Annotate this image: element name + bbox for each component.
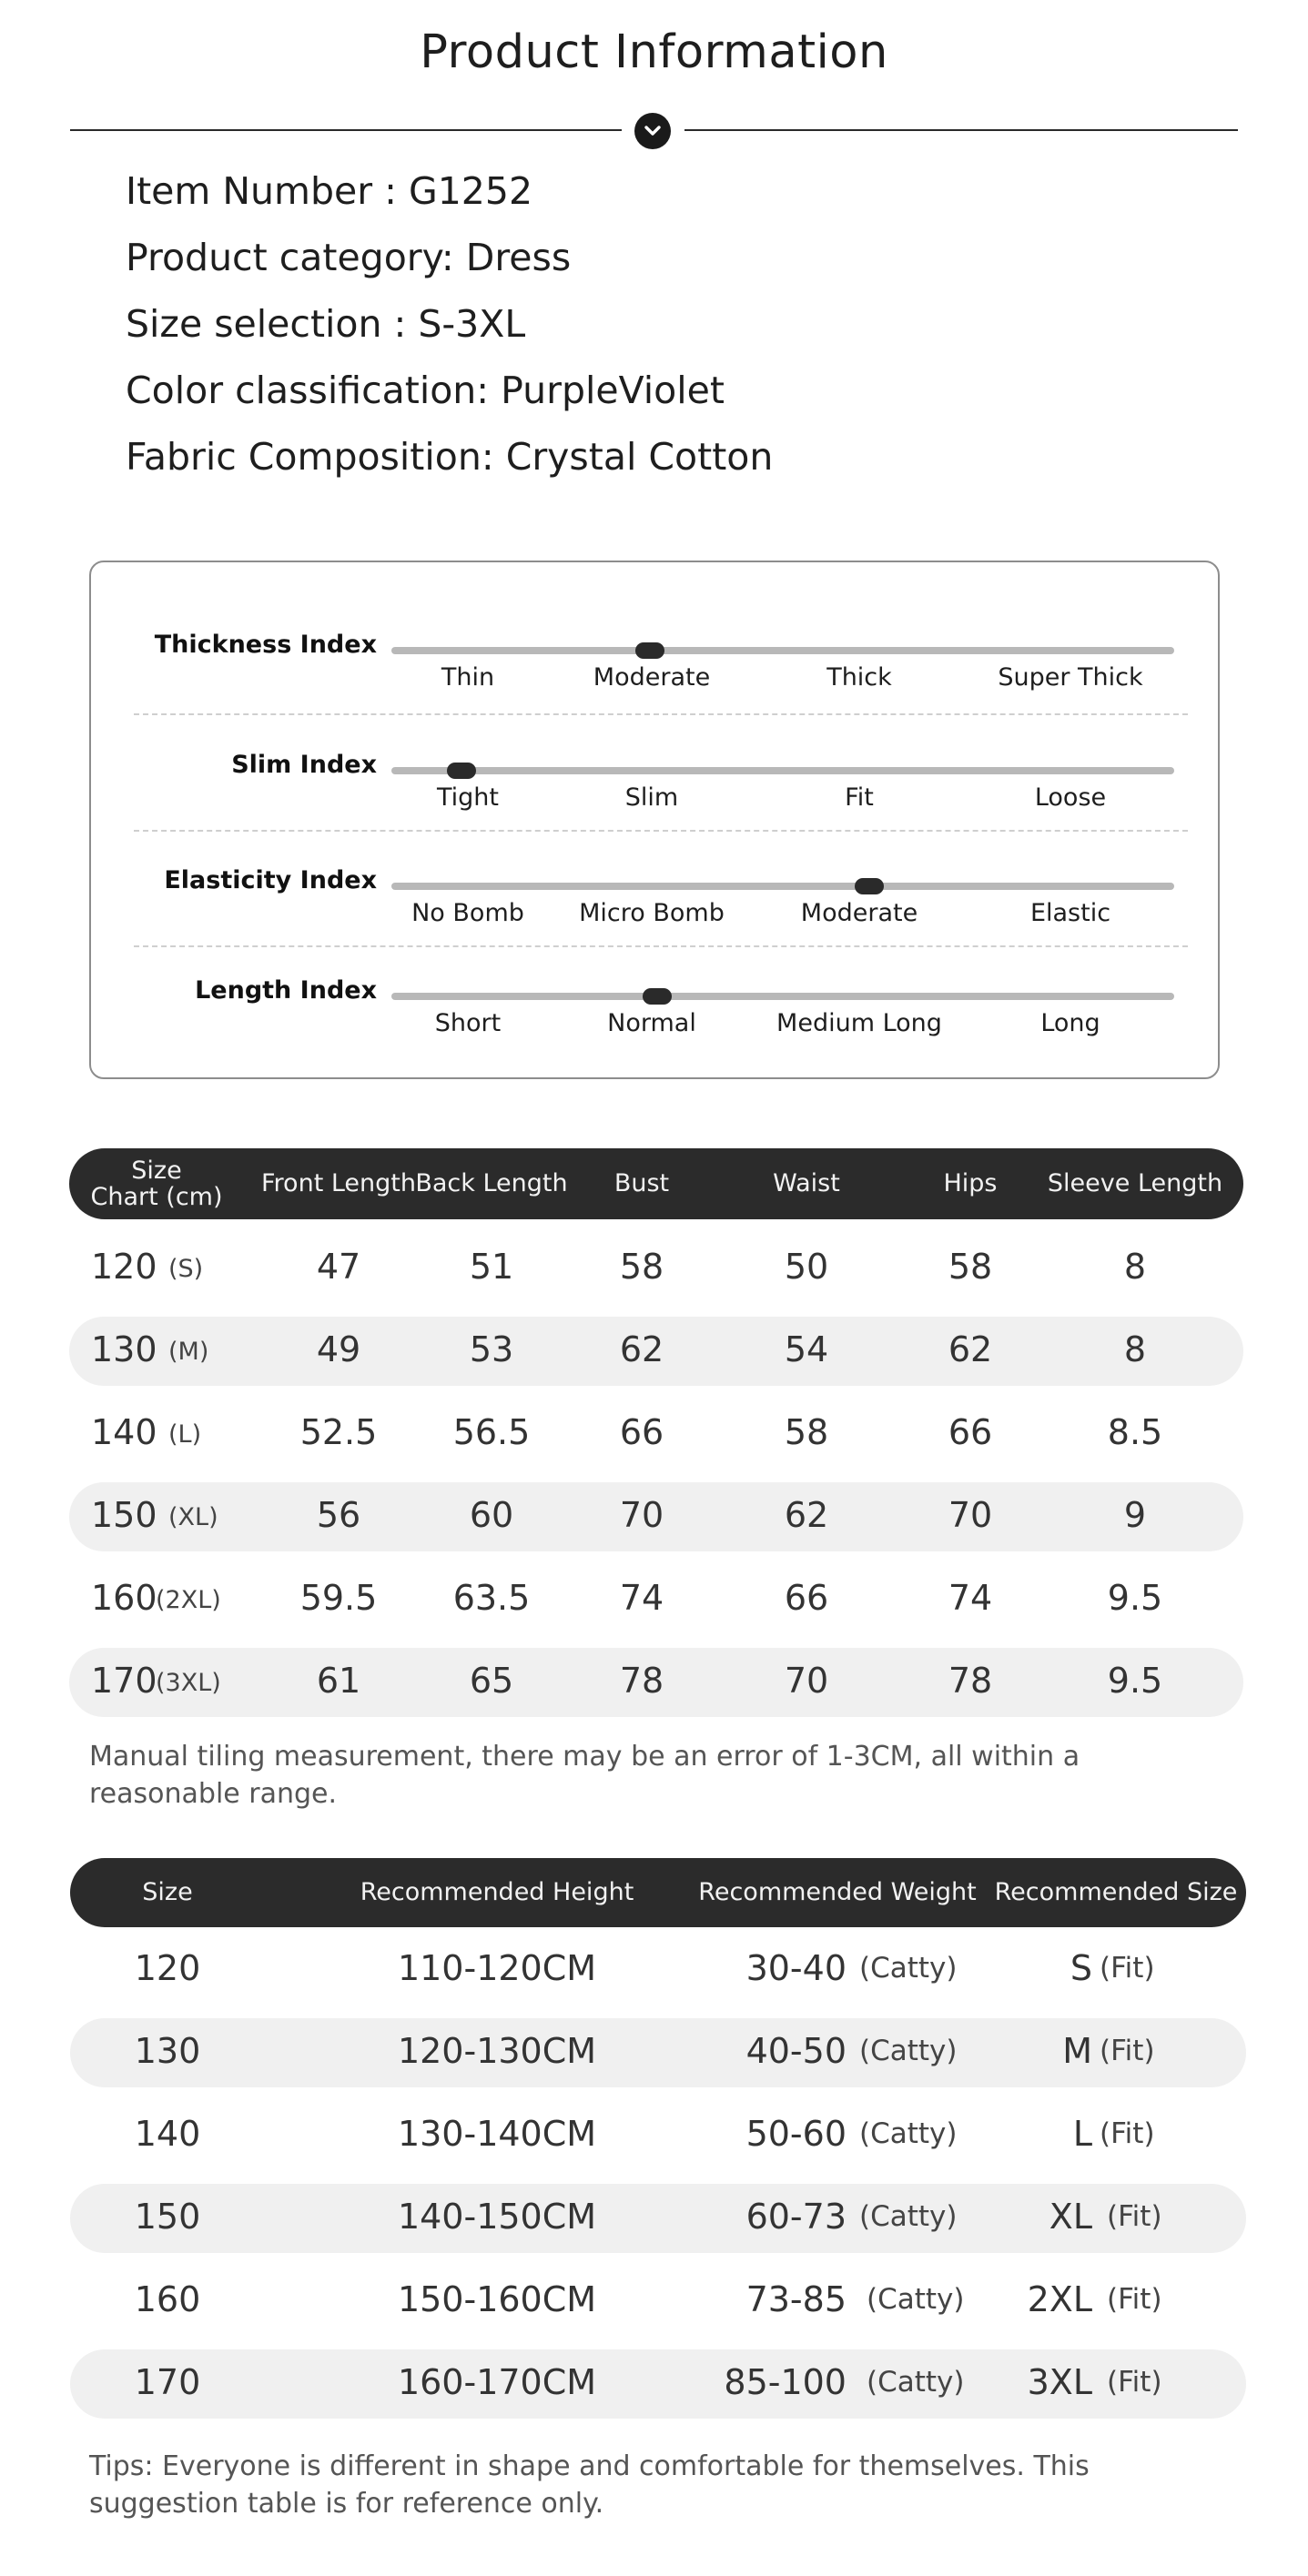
divider-right xyxy=(684,129,1238,131)
table-cell: 74 xyxy=(619,1578,664,1618)
fit-label: (Fit) xyxy=(1107,2200,1162,2233)
length-index-track xyxy=(391,993,1174,1000)
table-cell: 9 xyxy=(1123,1495,1147,1535)
table-cell: 65 xyxy=(469,1661,514,1701)
recommend-col-header: Recommended Weight xyxy=(698,1878,977,1906)
height-value: 150-160CM xyxy=(397,2279,597,2319)
slim-index-indicator xyxy=(447,763,476,779)
chevron-down-icon xyxy=(634,113,671,149)
table-cell: 8 xyxy=(1123,1247,1147,1287)
height-value: 120-130CM xyxy=(397,2031,597,2071)
info-fabric: Fabric Composition: Crystal Cotton xyxy=(126,435,774,479)
recommended-size: M xyxy=(1062,2031,1092,2071)
size-value: 130 xyxy=(91,1329,157,1369)
table-cell: 8.5 xyxy=(1107,1412,1163,1452)
table-cell: 78 xyxy=(619,1661,664,1701)
index-option: Super Thick xyxy=(998,663,1143,692)
page-title: Product Information xyxy=(420,25,888,79)
weight-unit: (Catty) xyxy=(867,2366,965,2399)
slim-index-track xyxy=(391,767,1174,774)
table-cell: 66 xyxy=(619,1412,664,1452)
weight-unit: (Catty) xyxy=(859,1952,958,1985)
size-chart-col-header: Back Length xyxy=(415,1169,568,1197)
table-cell: 53 xyxy=(469,1329,514,1369)
size-code: (S) xyxy=(168,1255,204,1283)
index-option: Normal xyxy=(607,1009,696,1037)
recommended-size: L xyxy=(1072,2114,1092,2154)
table-cell: 66 xyxy=(784,1578,829,1618)
index-option: Short xyxy=(434,1009,502,1037)
recommend-col-header: Size xyxy=(142,1878,193,1906)
slim-index-label: Slim Index xyxy=(231,751,377,779)
table-cell: 9.5 xyxy=(1107,1578,1163,1618)
table-cell: 63.5 xyxy=(452,1578,531,1618)
size-value: 150 xyxy=(134,2197,201,2237)
length-index-label: Length Index xyxy=(195,976,377,1005)
index-option: Slim xyxy=(624,783,679,812)
info-color: Color classification: PurpleViolet xyxy=(126,369,725,412)
size-value: 150 xyxy=(91,1495,157,1535)
table-cell: 49 xyxy=(316,1329,361,1369)
elasticity-index-indicator xyxy=(855,878,884,894)
recommended-size: 2XL xyxy=(1027,2279,1092,2319)
length-index-indicator xyxy=(643,988,672,1005)
index-option: Medium Long xyxy=(776,1009,942,1037)
table-cell: 9.5 xyxy=(1107,1661,1163,1701)
weight-unit: (Catty) xyxy=(859,2035,958,2067)
index-divider xyxy=(134,830,1188,832)
recommended-size: 3XL xyxy=(1027,2362,1092,2402)
weight-value: 40-50 xyxy=(745,2031,847,2071)
table-cell: 58 xyxy=(948,1247,993,1287)
height-value: 160-170CM xyxy=(397,2362,597,2402)
table-cell: 56 xyxy=(316,1495,361,1535)
table-cell: 70 xyxy=(784,1661,829,1701)
size-chart-col-header: Waist xyxy=(773,1169,840,1197)
height-value: 140-150CM xyxy=(397,2197,597,2237)
size-code: (XL) xyxy=(168,1503,218,1531)
size-value: 130 xyxy=(134,2031,201,2071)
size-value: 120 xyxy=(134,1948,201,1988)
table-cell: 59.5 xyxy=(299,1578,378,1618)
fit-label: (Fit) xyxy=(1107,2366,1162,2399)
size-chart-col-header: Front Length xyxy=(260,1169,416,1197)
table-cell: 47 xyxy=(316,1247,361,1287)
info-item-number: Item Number : G1252 xyxy=(126,169,533,213)
tips-note: Tips: Everyone is different in shape and comfortable for themselves. This suggestion table is for reference only. xyxy=(89,2450,1090,2520)
height-value: 130-140CM xyxy=(397,2114,597,2154)
fit-label: (Fit) xyxy=(1100,1952,1155,1985)
table-cell: 70 xyxy=(619,1495,664,1535)
weight-value: 85-100 xyxy=(724,2362,847,2402)
thickness-index-indicator xyxy=(635,642,664,659)
recommended-size: S xyxy=(1070,1948,1092,1988)
weight-value: 73-85 xyxy=(745,2279,847,2319)
table-cell: 52.5 xyxy=(299,1412,378,1452)
table-cell: 62 xyxy=(948,1329,993,1369)
size-value: 140 xyxy=(91,1412,157,1452)
table-cell: 51 xyxy=(469,1247,514,1287)
table-cell: 62 xyxy=(784,1495,829,1535)
table-cell: 61 xyxy=(316,1661,361,1701)
table-cell: 56.5 xyxy=(452,1412,531,1452)
size-chart-col-header: Hips xyxy=(943,1169,998,1197)
weight-value: 30-40 xyxy=(745,1948,847,1988)
divider-left xyxy=(70,129,622,131)
table-cell: 58 xyxy=(784,1412,829,1452)
weight-value: 60-73 xyxy=(745,2197,847,2237)
weight-value: 50-60 xyxy=(745,2114,847,2154)
size-code: (3XL) xyxy=(156,1669,221,1697)
size-chart-col-header: Sleeve Length xyxy=(1047,1169,1223,1197)
elasticity-index-track xyxy=(391,883,1174,890)
index-option: Long xyxy=(1040,1009,1100,1037)
index-option: Micro Bomb xyxy=(579,899,725,927)
index-option: Moderate xyxy=(800,899,918,927)
fit-label: (Fit) xyxy=(1100,2035,1155,2067)
table-cell: 58 xyxy=(619,1247,664,1287)
index-option: Fit xyxy=(845,783,874,812)
weight-unit: (Catty) xyxy=(859,2200,958,2233)
size-chart-col-header: Bust xyxy=(613,1169,670,1197)
fit-label: (Fit) xyxy=(1100,2117,1155,2150)
recommended-size: XL xyxy=(1049,2197,1092,2237)
index-divider xyxy=(134,945,1188,947)
info-category: Product category: Dress xyxy=(126,236,572,279)
table-cell: 50 xyxy=(784,1247,829,1287)
elasticity-index-label: Elasticity Index xyxy=(164,866,377,894)
fit-label: (Fit) xyxy=(1107,2283,1162,2316)
size-value: 120 xyxy=(91,1247,157,1287)
recommend-col-header: Recommended Height xyxy=(360,1878,634,1906)
size-code: (M) xyxy=(168,1338,209,1366)
table-cell: 8 xyxy=(1123,1329,1147,1369)
weight-unit: (Catty) xyxy=(859,2117,958,2150)
index-option: Elastic xyxy=(1029,899,1111,927)
measurement-note: Manual tiling measurement, there may be an error of 1-3CM, all within a reasonable range. xyxy=(89,1741,1080,1810)
size-value: 170 xyxy=(134,2362,201,2402)
size-value: 140 xyxy=(134,2114,201,2154)
index-option: Thin xyxy=(441,663,495,692)
table-cell: 54 xyxy=(784,1329,829,1369)
table-cell: 66 xyxy=(948,1412,993,1452)
index-option: No Bomb xyxy=(411,899,524,927)
size-value: 160 xyxy=(134,2279,201,2319)
index-option: Tight xyxy=(436,783,499,812)
size-chart-col-header: Size Chart (cm) xyxy=(90,1157,223,1211)
size-code: (L) xyxy=(168,1420,202,1449)
table-cell: 70 xyxy=(948,1495,993,1535)
height-value: 110-120CM xyxy=(397,1948,597,1988)
weight-unit: (Catty) xyxy=(867,2283,965,2316)
index-divider xyxy=(134,713,1188,715)
index-option: Thick xyxy=(826,663,892,692)
index-option: Moderate xyxy=(593,663,711,692)
info-size-selection: Size selection : S-3XL xyxy=(126,302,526,346)
size-value: 160 xyxy=(91,1578,157,1618)
thickness-index-track xyxy=(391,647,1174,654)
size-code: (2XL) xyxy=(156,1586,221,1614)
index-option: Loose xyxy=(1034,783,1107,812)
table-cell: 62 xyxy=(619,1329,664,1369)
thickness-index-label: Thickness Index xyxy=(154,631,377,659)
table-cell: 74 xyxy=(948,1578,993,1618)
table-cell: 78 xyxy=(948,1661,993,1701)
size-value: 170 xyxy=(91,1661,157,1701)
recommend-col-header: Recommended Size xyxy=(994,1878,1238,1906)
table-cell: 60 xyxy=(469,1495,514,1535)
